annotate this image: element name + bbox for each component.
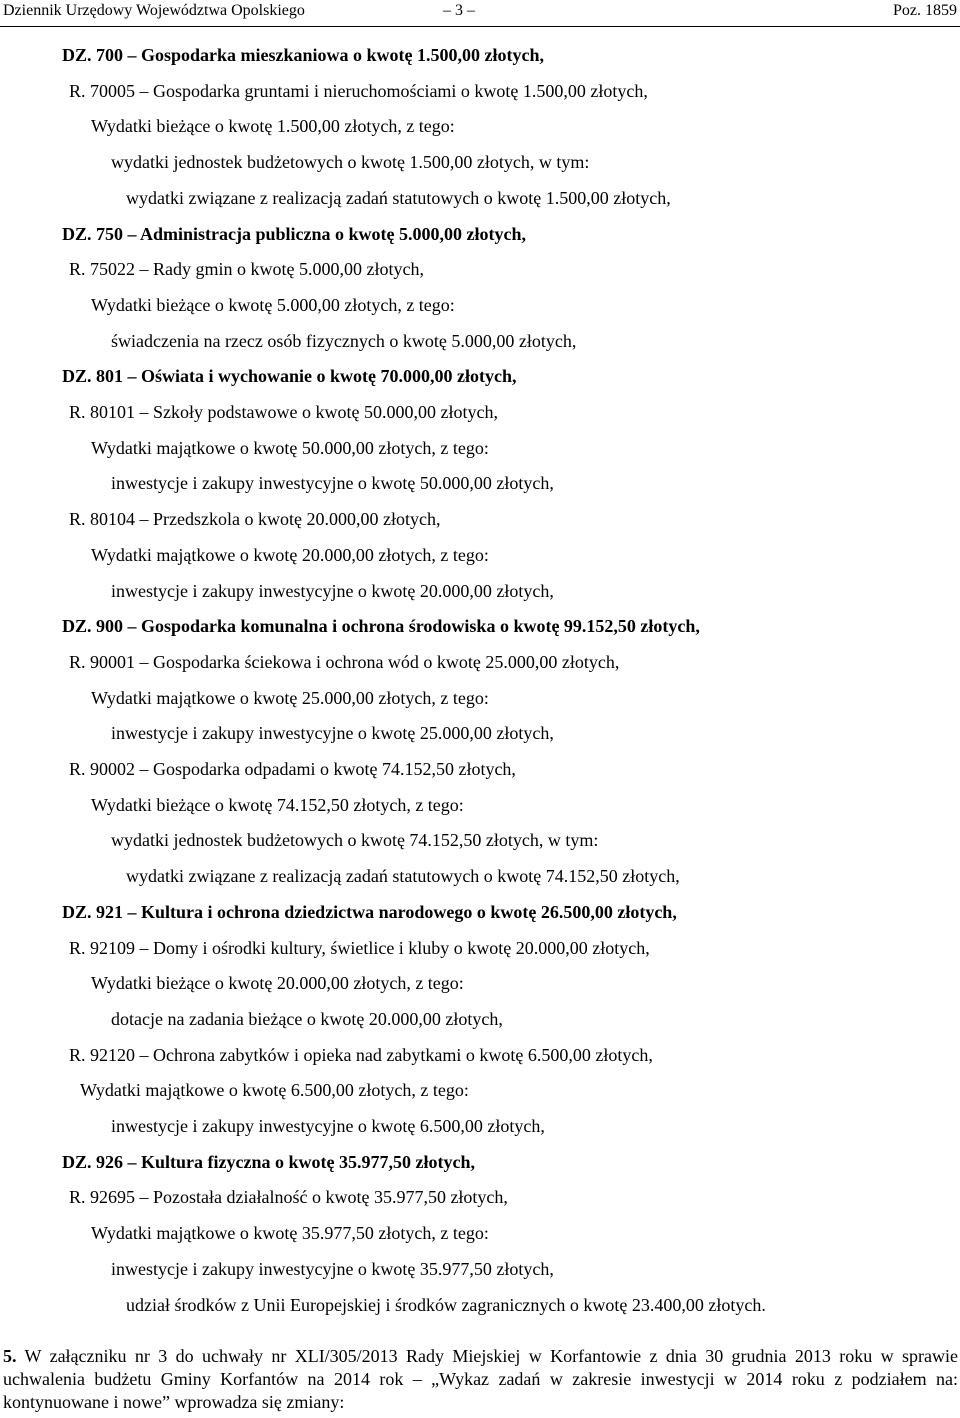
expense-line: Wydatki majątkowe o kwotę 20.000,00 złotych, z tego: [91, 545, 489, 565]
detail-line: dotacje na zadania bieżące o kwotę 20.000,00 złotych, [111, 1009, 503, 1029]
detail-line: wydatki jednostek budżetowych o kwotę 74.152,50 złotych, w tym: [111, 830, 599, 850]
chapter-line: R. 80104 – Przedszkola o kwotę 20.000,00 złotych, [69, 509, 441, 529]
position-number: Poz. 1859 [893, 2, 957, 19]
expense-line: Wydatki majątkowe o kwotę 35.977,50 złotych, z tego: [91, 1223, 489, 1243]
section-line: DZ. 921 – Kultura i ochrona dziedzictwa narodowego o kwotę 26.500,00 złotych, [62, 902, 677, 922]
detail-line: inwestycje i zakupy inwestycyjne o kwotę 20.000,00 złotych, [111, 581, 554, 601]
paragraph-number: 5. [3, 1346, 17, 1366]
expense-line: Wydatki majątkowe o kwotę 50.000,00 złotych, z tego: [91, 438, 489, 458]
page-number: – 3 – [443, 2, 475, 19]
detail-line: świadczenia na rzecz osób fizycznych o kwotę 5.000,00 złotych, [111, 331, 577, 351]
expense-line: Wydatki bieżące o kwotę 5.000,00 złotych, z tego: [91, 295, 455, 315]
expense-line: Wydatki majątkowe o kwotę 6.500,00 złotych, z tego: [80, 1080, 469, 1100]
journal-title: Dziennik Urzędowy Województwa Opolskiego [3, 2, 305, 19]
detail-line: inwestycje i zakupy inwestycyjne o kwotę 35.977,50 złotych, [111, 1259, 554, 1279]
expense-line: Wydatki bieżące o kwotę 20.000,00 złotych, z tego: [91, 973, 464, 993]
detail-line: wydatki jednostek budżetowych o kwotę 1.500,00 złotych, w tym: [111, 152, 590, 172]
expense-line: Wydatki majątkowe o kwotę 25.000,00 złotych, z tego: [91, 688, 489, 708]
section-line: DZ. 750 – Administracja publiczna o kwotę 5.000,00 złotych, [62, 224, 527, 244]
section-line: DZ. 801 – Oświata i wychowanie o kwotę 70.000,00 złotych, [62, 366, 517, 386]
detail-line: inwestycje i zakupy inwestycyjne o kwotę 50.000,00 złotych, [111, 473, 554, 493]
paragraph-text: W załączniku nr 3 do uchwały nr XLI/305/2013 Rady Miejskiej w Korfantowie z dnia 30 grudnia 2013 roku w sprawie uchwalenia budżetu Gminy Korfantów na 2014 rok – „Wykaz zadań w zakresie inwestycji w 2014 roku z podziałem na: kontynuowane i nowe” wprowadza się zmiany: [3, 1346, 958, 1412]
chapter-line: R. 75022 – Rady gmin o kwotę 5.000,00 złotych, [69, 259, 424, 279]
chapter-line: R. 90002 – Gospodarka odpadami o kwotę 74.152,50 złotych, [69, 759, 516, 779]
detail-line: inwestycje i zakupy inwestycyjne o kwotę 6.500,00 złotych, [111, 1116, 545, 1136]
detail-line: inwestycje i zakupy inwestycyjne o kwotę 25.000,00 złotych, [111, 723, 554, 743]
section-line: DZ. 900 – Gospodarka komunalna i ochrona środowiska o kwotę 99.152,50 złotych, [62, 616, 700, 636]
chapter-line: R. 80101 – Szkoły podstawowe o kwotę 50.000,00 złotych, [69, 402, 498, 422]
chapter-line: R. 92120 – Ochrona zabytków i opieka nad zabytkami o kwotę 6.500,00 złotych, [69, 1045, 653, 1065]
subdetail-line: udział środków z Unii Europejskiej i środków zagranicznych o kwotę 23.400,00 złotych. [126, 1295, 766, 1315]
expense-line: Wydatki bieżące o kwotę 74.152,50 złotych, z tego: [91, 795, 464, 815]
section-line: DZ. 926 – Kultura fizyczna o kwotę 35.977,50 złotych, [62, 1152, 475, 1172]
subdetail-line: wydatki związane z realizacją zadań statutowych o kwotę 1.500,00 złotych, [126, 188, 671, 208]
section-paragraph [3, 1345, 958, 1414]
chapter-line: R. 92109 – Domy i ośrodki kultury, świetlice i kluby o kwotę 20.000,00 złotych, [69, 938, 650, 958]
page-header [0, 0, 960, 27]
subdetail-line: wydatki związane z realizacją zadań statutowych o kwotę 74.152,50 złotych, [126, 866, 680, 886]
chapter-line: R. 92695 – Pozostała działalność o kwotę 35.977,50 złotych, [69, 1187, 508, 1207]
chapter-line: R. 90001 – Gospodarka ściekowa i ochrona wód o kwotę 25.000,00 złotych, [69, 652, 620, 672]
section-line: DZ. 700 – Gospodarka mieszkaniowa o kwotę 1.500,00 złotych, [62, 45, 545, 65]
expense-line: Wydatki bieżące o kwotę 1.500,00 złotych, z tego: [91, 116, 455, 136]
chapter-line: R. 70005 – Gospodarka gruntami i nieruchomościami o kwotę 1.500,00 złotych, [69, 81, 648, 101]
